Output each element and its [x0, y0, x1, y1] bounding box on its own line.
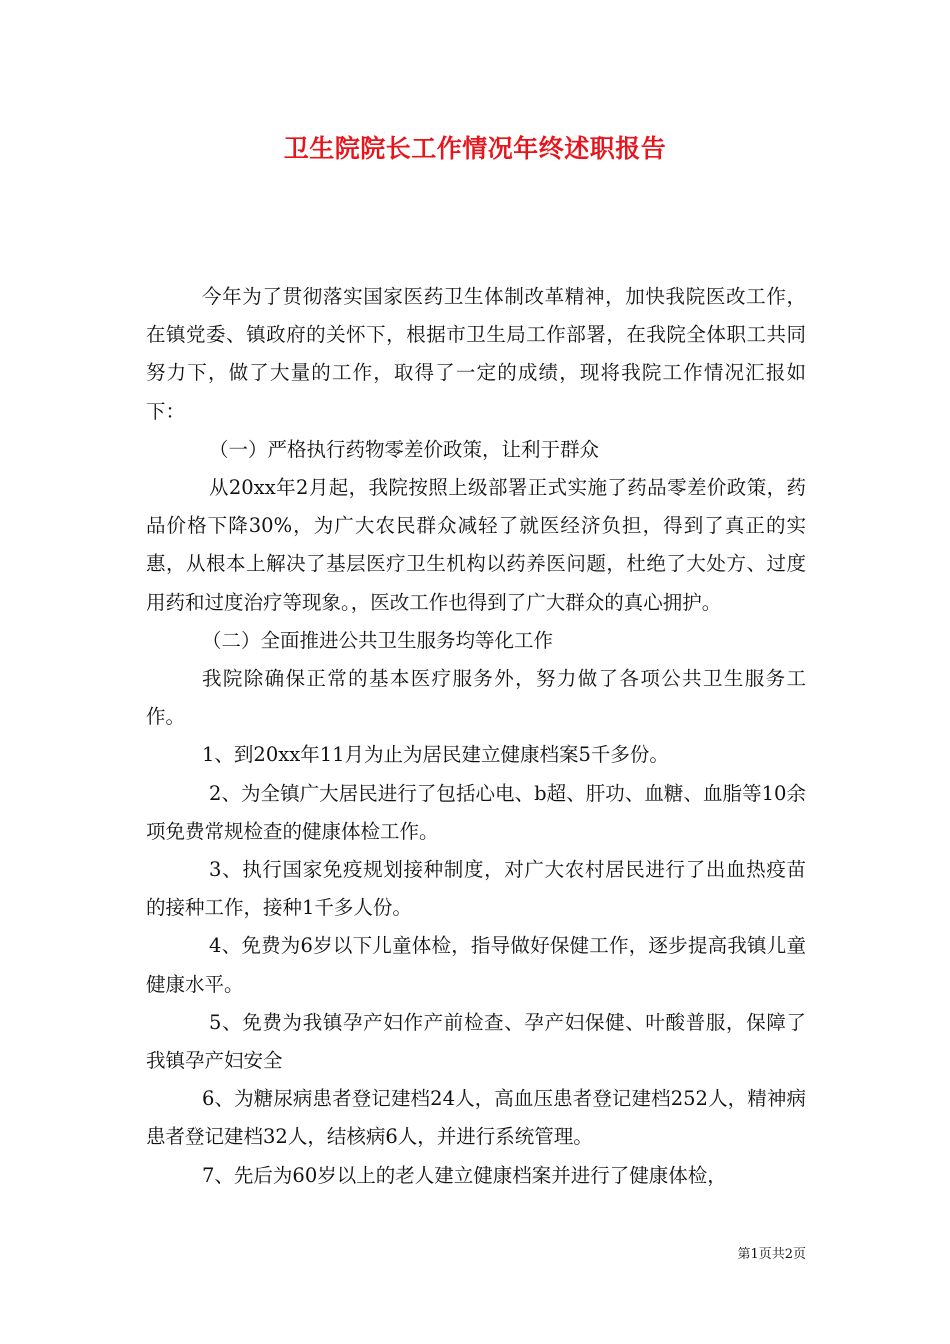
- paragraph: 从20xx年2月起，我院按照上级部署正式实施了药品零差价政策，药品价格下降30%，为广大农民群众减轻了就医经济负担，得到了真正的实惠，从根本上解决了基层医疗卫生机构以药养医问题，杜绝了大处方、过度用药和过度治疗等现象。，医改工作也得到了广大群众的真心拥护。: [146, 476, 806, 614]
- list-item: 6、为糖尿病患者登记建档24人，高血压患者登记建档252人，精神病患者登记建档32人，结核病6人，并进行系统管理。: [146, 1087, 806, 1149]
- document-title: 卫生院院长工作情况年终述职报告: [283, 134, 667, 163]
- list-item: 1、到20xx年11月为止为居民建立健康档案5千多份。: [202, 743, 669, 767]
- section-heading: （一）严格执行药物零差价政策，让利于群众: [209, 437, 600, 461]
- list-item: 3、执行国家免疫规划接种制度，对广大农村居民进行了出血热疫苗的接种工作，接种1千多人份。: [146, 858, 806, 920]
- paragraph: 我院除确保正常的基本医疗服务外，努力做了各项公共卫生服务工作。: [146, 667, 806, 729]
- list-item: 2、为全镇广大居民进行了包括心电、b超、肝功、血糖、血脂等10余项免费常规检查的健康体检工作。: [146, 781, 806, 843]
- paragraph: 今年为了贯彻落实国家医药卫生体制改革精神，加快我院医改工作，在镇党委、镇政府的关怀下，根据市卫生局工作部署，在我院全体职工共同努力下，做了大量的工作，取得了一定的成绩，现将我院工作情况汇报如下：: [146, 285, 806, 423]
- page-number: 第1页共2页: [737, 1247, 806, 1262]
- list-item: 5、免费为我镇孕产妇作产前检查、孕产妇保健、叶酸普服，保障了我镇孕产妇安全: [146, 1010, 806, 1073]
- section-heading: （二）全面推进公共卫生服务均等化工作: [202, 628, 554, 652]
- document-body: [146, 278, 806, 1195]
- list-item: 4、免费为6岁以下儿童体检，指导做好保健工作，逐步提高我镇儿童健康水平。: [146, 934, 806, 996]
- list-item: 7、先后为60岁以上的老人建立健康档案并进行了健康体检，: [202, 1163, 727, 1187]
